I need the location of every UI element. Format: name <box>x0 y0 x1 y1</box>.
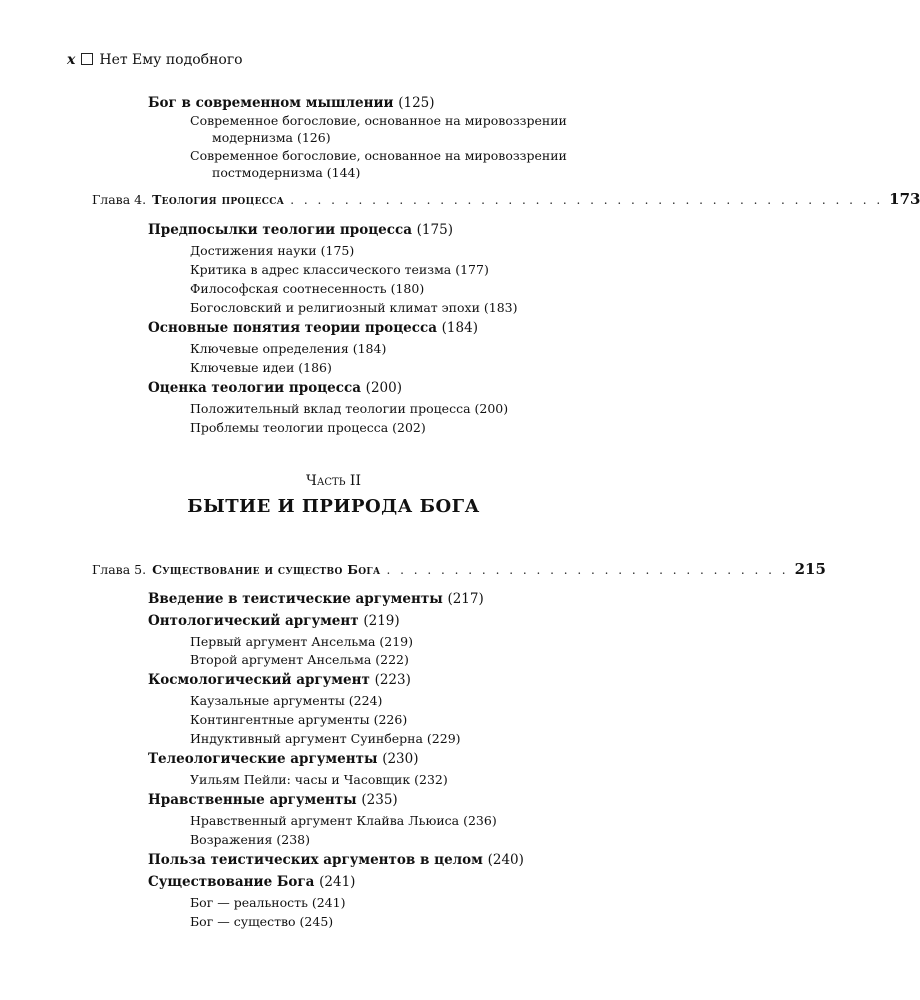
leader-dots: . . . . . . . . . . . . . . . . . . . . . . . . . . . . . . . . . . . . . . . . . . . . <box>290 193 884 207</box>
toc-subitem: Положительный вклад теологии процесса (200) <box>190 401 509 416</box>
chapter-label: Глава 4. <box>92 192 147 207</box>
toc-subitem: Критика в адрес классического теизма (177) <box>190 262 489 277</box>
book-title: Нет Ему подобного <box>99 52 243 68</box>
toc-section: Бог в современном мышлении (125) <box>148 95 435 111</box>
leader-dots: . . . . . . . . . . . . . . . . . . . . . . . . . . . . . . <box>386 563 789 577</box>
toc-subitem: Ключевые определения (184) <box>190 341 387 356</box>
toc-subitem-cont: постмодернизма (144) <box>212 165 361 180</box>
toc-subitem: Нравственный аргумент Клайва Льюиса (236) <box>190 813 497 828</box>
toc-subitem: Бог — существо (245) <box>190 914 334 929</box>
toc-subitem: Современное богословие, основанное на мировоззрении <box>190 148 567 163</box>
chapter-title: Теология процесса <box>152 192 285 207</box>
chapter-page: 173 <box>889 190 920 208</box>
toc-subitem: Философская соотнесенность (180) <box>190 281 425 296</box>
toc-section: Польза теистических аргументов в целом (240) <box>148 852 524 868</box>
toc-subitem: Контингентные аргументы (226) <box>190 712 408 727</box>
toc-subitem: Возражения (238) <box>190 832 311 847</box>
chapter-title: Существование и существо Бога <box>152 562 381 577</box>
chapter-4-entry <box>92 190 920 208</box>
toc-section: Предпосылки теологии процесса (175) <box>148 222 453 238</box>
part-title: БЫТИЕ И ПРИРОДА БОГА <box>187 496 480 517</box>
toc-section: Космологический аргумент (223) <box>148 672 411 688</box>
toc-subitem: Второй аргумент Ансельма (222) <box>190 652 409 667</box>
toc-subitem: Проблемы теологии процесса (202) <box>190 420 426 435</box>
toc-subitem: Ключевые идеи (186) <box>190 360 332 375</box>
running-header <box>67 52 243 68</box>
chapter-label: Глава 5. <box>92 562 147 577</box>
toc-subitem: Уильям Пейли: часы и Часовщик (232) <box>190 772 448 787</box>
page-numeral: x <box>67 52 76 68</box>
chapter-page: 215 <box>794 560 826 578</box>
toc-section: Онтологический аргумент (219) <box>148 613 400 629</box>
toc-section: Существование Бога (241) <box>148 874 356 890</box>
toc-subitem: Каузальные аргументы (224) <box>190 693 383 708</box>
square-ornament-icon <box>81 53 93 65</box>
chapter-5-entry <box>92 560 826 578</box>
toc-section: Нравственные аргументы (235) <box>148 792 398 808</box>
toc-section: Телеологические аргументы (230) <box>148 751 419 767</box>
toc-subitem: Первый аргумент Ансельма (219) <box>190 634 413 649</box>
toc-subitem: Богословский и религиозный климат эпохи (183) <box>190 300 518 315</box>
toc-section: Оценка теологии процесса (200) <box>148 380 402 396</box>
toc-subitem: Индуктивный аргумент Суинберна (229) <box>190 731 461 746</box>
toc-subitem: Достижения науки (175) <box>190 243 355 258</box>
toc-section: Основные понятия теории процесса (184) <box>148 320 478 336</box>
toc-subitem: Современное богословие, основанное на мировоззрении <box>190 113 567 128</box>
toc-subitem-cont: модернизма (126) <box>212 130 331 145</box>
toc-section: Введение в теистические аргументы (217) <box>148 591 484 607</box>
part-label: Часть II <box>306 473 361 489</box>
toc-subitem: Бог — реальность (241) <box>190 895 346 910</box>
